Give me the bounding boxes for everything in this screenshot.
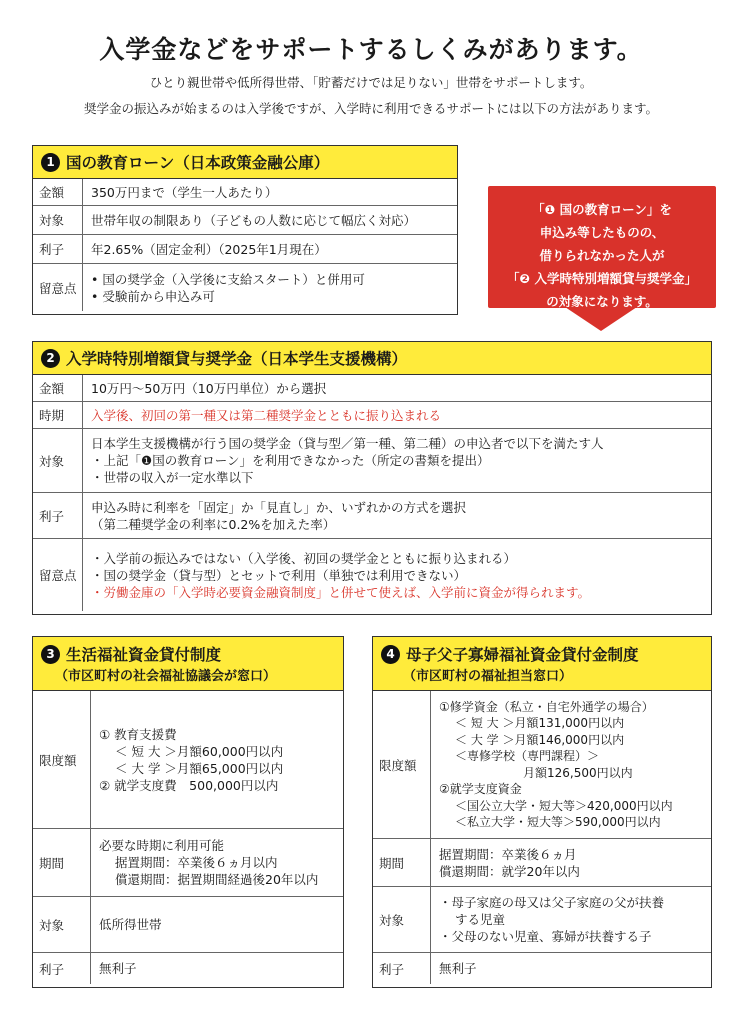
row-value: 世帯年収の制限あり（子どもの人数に応じて幅広く対応）: [91, 212, 417, 228]
row-label: 対象: [33, 897, 91, 952]
row-value: ・世帯の収入が一定水準以下: [91, 470, 254, 485]
row-label: 期間: [33, 829, 91, 896]
callout-line: の対象になります。: [546, 294, 658, 309]
section-title: 母子父子寡婦福祉資金貸付金制度: [406, 646, 639, 664]
section-subtitle: （市区町村の福祉担当窓口）: [403, 669, 573, 684]
row-label: 限度額: [33, 691, 91, 828]
table-row: [33, 953, 343, 984]
callout-arrow-icon: [565, 307, 637, 331]
row-value: ＜国公立大学・短大等＞420,000円以内: [455, 798, 673, 813]
row-value: ②就学支度資金: [439, 782, 522, 796]
row-value: 月額126,500円以内: [523, 765, 633, 780]
section-title: 入学時特別増額貸与奨学金（日本学生支援機構）: [66, 350, 408, 368]
callout-line: 「❷ 入学時特別増額貸与奨学金」: [507, 271, 697, 286]
row-value: ① 教育支援費: [99, 726, 177, 742]
row-value: ・国の奨学金（貸与型）とセットで利用（単独では利用できない）: [91, 567, 467, 583]
number-badge: 4: [381, 645, 400, 664]
row-value: 償還期間：据置期間経過後20年以内: [115, 872, 319, 887]
row-label: 限度額: [373, 691, 431, 838]
table-row: [33, 897, 343, 953]
section-title: 生活福祉資金貸付制度: [66, 646, 222, 664]
section-single-parent-fund: [372, 636, 712, 988]
row-value: 据置期間：卒業後６ヵ月以内: [115, 855, 278, 870]
section-special-scholarship: [32, 341, 712, 615]
row-value: 年2.65%（固定金利）（2025年1月現在）: [91, 241, 327, 257]
table-row: [33, 829, 343, 897]
row-label: 時期: [33, 402, 83, 428]
section-subtitle: （市区町村の社会福祉協議会が窓口）: [55, 669, 277, 684]
subtitle-line-2: 奨学金の振込みが始まるのは入学後ですが、入学時に利用できるサポートには以下の方法があります。: [83, 101, 658, 116]
row-value: ①修学資金（私立・自宅外通学の場合）: [439, 699, 654, 714]
row-label: 対象: [373, 887, 431, 952]
row-value: 10万円〜50万円（10万円単位）から選択: [91, 380, 327, 396]
row-value: ＜専修学校（専門課程）＞: [455, 749, 600, 763]
row-value: ＜ 大 学 ＞月額65,000円以内: [115, 760, 284, 776]
row-value: ・母子家庭の母又は父子家庭の父が扶養: [439, 895, 665, 910]
row-value: 据置期間：卒業後６ヵ月: [439, 846, 577, 862]
row-label: 対象: [33, 206, 83, 234]
table-row: [33, 264, 457, 311]
table-row: [33, 206, 457, 235]
number-badge: 2: [41, 349, 60, 368]
row-value: 申込み時に利率を「固定」か「見直し」か、いずれかの方式を選択: [91, 499, 467, 515]
subtitle-line-1: ひとり親世帯や低所得世帯、「貯蓄だけでは足りない」世帯をサポートします。: [149, 75, 593, 90]
table-row: [373, 691, 711, 839]
row-value: ・入学前の振込みではない（入学後、初回の奨学金とともに振り込まれる）: [91, 550, 517, 566]
table-row: [33, 493, 711, 539]
table-row: [33, 235, 457, 264]
row-value: 日本学生支援機構が行う国の奨学金（貸与型／第一種、第二種）の申込者で以下を満たす人: [91, 436, 604, 451]
row-value: する児童: [455, 912, 506, 927]
row-value: ・上記「❶国の教育ローン」を利用できなかった（所定の書類を提出）: [91, 453, 490, 468]
row-label: 留意点: [33, 539, 83, 611]
row-value: 無利子: [99, 961, 137, 976]
table-row: [373, 839, 711, 887]
callout-box: [488, 186, 716, 308]
row-label: 金額: [33, 179, 83, 205]
row-value: 入学後、初回の第一種又は第二種奨学金とともに振り込まれる: [91, 407, 442, 423]
row-value: 無利子: [439, 961, 477, 976]
section-education-loan: [32, 145, 458, 315]
row-value: （第二種奨学金の利率に0.2%を加えた率）: [91, 516, 336, 532]
row-label: 利子: [373, 953, 431, 984]
section-livelihood-fund: [32, 636, 344, 988]
section-header: [33, 146, 457, 179]
row-value: ＜ 短 大 ＞月額60,000円以内: [115, 743, 284, 759]
table-row: [33, 179, 457, 206]
row-value: ＜ 大 学 ＞月額146,000円以内: [455, 732, 625, 747]
section-header: [33, 637, 343, 691]
table-row: [33, 402, 711, 429]
callout-line: 借りられなかった人が: [539, 248, 665, 263]
table-row: [33, 539, 711, 611]
table-row: [33, 691, 343, 829]
row-value: 350万円まで（学生一人あたり）: [91, 184, 278, 200]
row-value: • 受験前から申込み可: [91, 288, 215, 304]
row-label: 利子: [33, 235, 83, 263]
callout-line: 申込み等したものの、: [539, 225, 665, 240]
table-row: [33, 429, 711, 493]
section-title: 国の教育ローン（日本政策金融公庫）: [66, 154, 330, 172]
row-label: 利子: [33, 953, 91, 984]
table-row: [33, 375, 711, 402]
row-value: ・労働金庫の「入学時必要資金融資制度」と併せて使えば、入学前に資金が得られます。: [91, 584, 591, 600]
row-label: 利子: [33, 493, 83, 538]
number-badge: 1: [41, 153, 60, 172]
table-row: [373, 887, 711, 953]
page-title: 入学金などをサポートするしくみがあります。: [99, 35, 643, 64]
row-value: • 国の奨学金（入学後に支給スタート）と併用可: [91, 271, 365, 287]
table-row: [373, 953, 711, 984]
callout-line: 「❶ 国の教育ローン」を: [532, 202, 672, 217]
section-header: [373, 637, 711, 691]
row-value: ② 就学支度費 500,000円以内: [99, 777, 279, 793]
row-value: 低所得世帯: [99, 917, 162, 932]
row-value: ＜ 短 大 ＞月額131,000円以内: [455, 716, 625, 730]
section-header: [33, 342, 711, 375]
row-value: ・父母のない児童、寡婦が扶養する子: [439, 929, 652, 944]
row-value: 償還期間：就学20年以内: [439, 863, 580, 879]
row-label: 対象: [33, 429, 83, 492]
row-label: 金額: [33, 375, 83, 401]
row-label: 留意点: [33, 264, 83, 311]
row-value: ＜私立大学・短大等＞590,000円以内: [455, 815, 661, 829]
row-value: 必要な時期に利用可能: [99, 838, 225, 853]
row-label: 期間: [373, 839, 431, 886]
number-badge: 3: [41, 645, 60, 664]
